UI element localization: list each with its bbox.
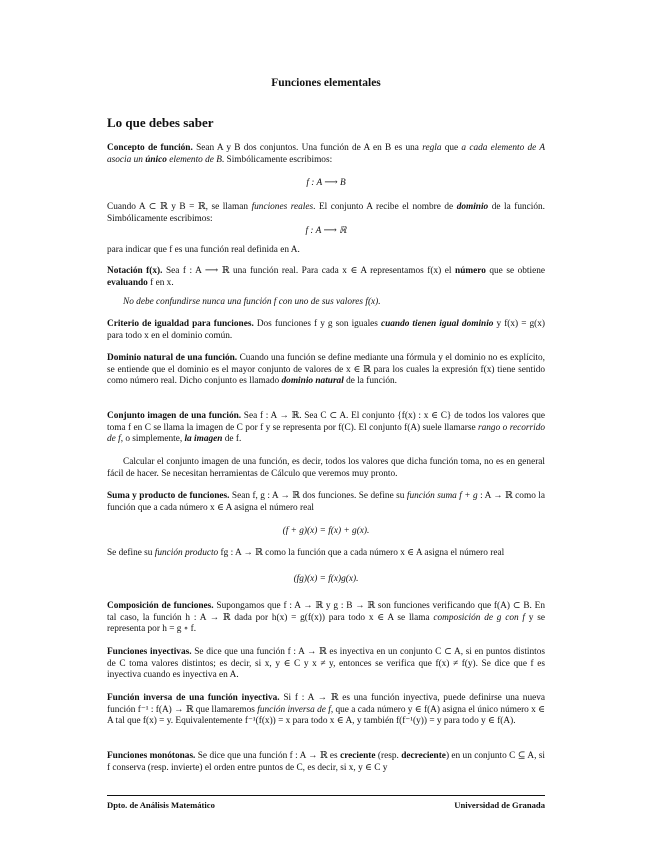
- paragraph-funcion-real: para indicar que f es una función real definida en A.: [107, 245, 300, 255]
- paragraph-funcion-producto: Se define su función producto fg : A → ℝ como la función que a cada número x ∈ A asigna el número real: [107, 548, 505, 558]
- paragraph-monotonas: Funciones monótonas. Se dice que una función f : A → ℝ es creciente (resp. decreciente) en un conjunto C ⊆ A, si f conserva (resp. invierte) el orden entre puntos de C, es decir, si x, y ∈ C y: [107, 751, 545, 773]
- paragraph-heading: Función inversa de una función inyectiva.: [107, 693, 280, 703]
- paragraph-heading: Composición de funciones.: [107, 601, 214, 611]
- footer-divider: [107, 795, 545, 796]
- paragraph-heading: Funciones monótonas.: [107, 751, 196, 761]
- paragraph-heading: Criterio de igualdad para funciones.: [107, 319, 254, 329]
- equation-4: (fg)(x) = f(x)g(x).: [293, 574, 359, 584]
- paragraph-heading: Suma y producto de funciones.: [107, 491, 230, 501]
- paragraph-heading: Dominio natural de una función.: [107, 353, 238, 363]
- paragraph-inyectivas: Funciones inyectivas. Se dice que una función f : A → ℝ es inyectiva en un conjunto C ⊂ A, si en puntos distintos de C toma valores distintos; es decir, si x, y ∈ C y x ≠ y, entonces se verifica que f(x) ≠ f(y). Se dice que f es inyectiva cuando es inyectiva en A.: [107, 647, 545, 681]
- document-title: Funciones elementales: [271, 77, 381, 89]
- equation-2: f : A ⟶ ℝ: [305, 226, 347, 236]
- paragraph-suma-producto: Suma y producto de funciones. Sean f, g : A → ℝ dos funciones. Se define su función suma f + g : A → ℝ como la función que a cada número x ∈ A asigna el número real: [107, 491, 545, 513]
- paragraph-heading: Concepto de función.: [107, 143, 193, 153]
- section-heading: Lo que debes saber: [107, 115, 214, 130]
- paragraph-heading: Conjunto imagen de una función.: [107, 411, 242, 421]
- paragraph-warning: No debe confundirse nunca una función f con uno de sus valores f(x).: [123, 297, 381, 307]
- paragraph-heading: Notación f(x).: [107, 266, 163, 276]
- paragraph-dominio-natural: Dominio natural de una función. Cuando una función se define mediante una fórmula y el dominio no es explícito, se entiende que el dominio es el mayor conjunto de valores de x ∈ ℝ para los cuales la expresión f(x) tiene sentido como número real. Dicho conjunto es llamado dominio natural de la función.: [107, 353, 545, 387]
- footer-department: Dpto. de Análisis Matemático: [107, 800, 215, 810]
- paragraph-heading: Funciones inyectivas.: [107, 647, 192, 657]
- paragraph-funciones-reales: Cuando A ⊂ ℝ y B = ℝ, se llaman funciones reales. El conjunto A recibe el nombre de dominio de la función. Simbólicamente escribimos:: [107, 202, 545, 224]
- paragraph-notacion: Notación f(x). Sea f : A ⟶ ℝ una función real. Para cada x ∈ A representamos f(x) el número que se obtiene evaluando f en x.: [107, 266, 545, 288]
- footer-university: Universidad de Granada: [454, 800, 545, 810]
- equation-3: (f + g)(x) = f(x) + g(x).: [282, 526, 370, 536]
- paragraph-conjunto-imagen: Conjunto imagen de una función. Sea f : A → ℝ. Sea C ⊂ A. El conjunto {f(x) : x ∈ C} de todos los valores que toma f en C se llama la imagen de C por f y se representa por f(C). El conjunto f(A) suele llamarse rango o recorrido de f, o simplemente, la imagen de f.: [107, 411, 545, 445]
- equation-1: f : A ⟶ B: [306, 178, 346, 188]
- paragraph-calcular-imagen: Calcular el conjunto imagen de una función, es decir, todos los valores que dicha función toma, no es en general fácil de hacer. Se necesitan herramientas de Cálculo que veremos muy pronto.: [107, 457, 545, 479]
- paragraph-concepto-funcion: Concepto de función. Sean A y B dos conjuntos. Una función de A en B es una regla que a cada elemento de A asocia un único elemento de B. Simbólicamente escribimos:: [107, 143, 546, 165]
- paragraph-funcion-inversa: Función inversa de una función inyectiva. Si f : A → ℝ es una función inyectiva, puede definirse una nueva función f⁻¹ : f(A) → ℝ que llamaremos función inversa de f, que a cada número y ∈ f(A) asigna el único número x ∈ A tal que f(x) = y. Equivalentemente f⁻¹(f(x)) = x para todo x ∈ A, y también f(f⁻¹(y)) = y para todo y ∈ f(A).: [107, 693, 546, 727]
- paragraph-composicion: Composición de funciones. Supongamos que f : A → ℝ y g : B → ℝ son funciones verificando que f(A) ⊂ B. En tal caso, la función h : A → ℝ dada por h(x) = g(f(x)) para todo x ∈ A se llama composición de g con f y se representa por h = g ∘ f.: [107, 601, 545, 635]
- paragraph-criterio-igualdad: Criterio de igualdad para funciones. Dos funciones f y g son iguales cuando tienen igual dominio y f(x) = g(x) para todo x en el dominio común.: [107, 319, 545, 341]
